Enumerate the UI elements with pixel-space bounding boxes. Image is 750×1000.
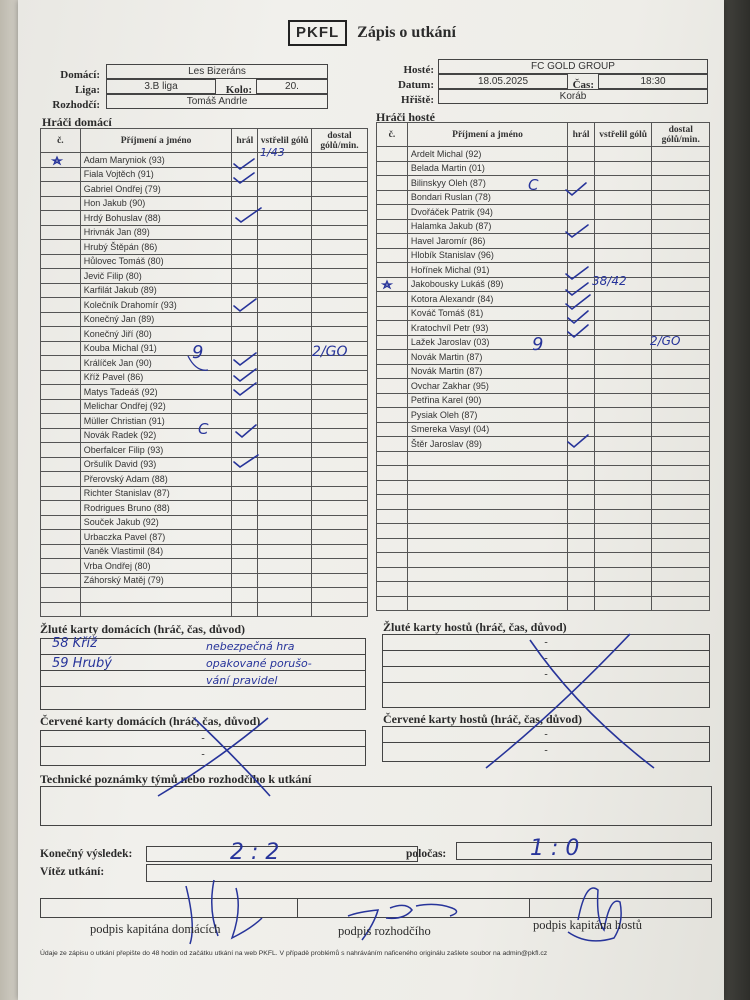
- round-field: 20.: [256, 79, 328, 94]
- away-goal-note: 38/42: [592, 274, 627, 288]
- player-name: Belada Martin (01): [407, 161, 567, 176]
- away-goal-note: 2/GO: [650, 334, 681, 348]
- time-field: 18:30: [598, 74, 708, 89]
- checkmark: [236, 425, 256, 437]
- player-name: Vaněk Vlastimil (84): [80, 544, 232, 559]
- played-checkmarks: [234, 159, 590, 467]
- player-name: Gabriel Ondřej (79): [80, 182, 232, 197]
- player-name: Matys Tadeáš (92): [80, 385, 232, 400]
- player-name: Ovchar Zakhar (95): [407, 379, 567, 394]
- col-conceded: dostal gólů/min.: [312, 129, 368, 153]
- yellow-home-reason: opakované porušo-: [206, 657, 312, 670]
- player-name: Ardelt Michal (92): [407, 147, 567, 162]
- home-goal-note: 9: [192, 342, 204, 363]
- card-row: -: [383, 651, 709, 667]
- col-number: č.: [41, 129, 81, 153]
- card-row: -: [544, 745, 548, 756]
- red-home-title: Červené karty domácích (hráč, čas, důvod): [40, 714, 261, 728]
- home-goal-note: 2/GO: [312, 344, 348, 360]
- col-scored: vstřelil gólů: [258, 129, 312, 153]
- player-name: Konečný Jiří (80): [80, 327, 232, 342]
- sign-away-label: podpis kapitána hostů: [533, 918, 643, 932]
- yellow-home-reason: vání pravidel: [206, 674, 278, 687]
- checkmark: [234, 455, 258, 467]
- player-name: Novák Martin (87): [407, 364, 567, 379]
- checkmark: [234, 299, 256, 311]
- checkmark: [568, 311, 588, 323]
- player-name: Hon Jakub (90): [80, 196, 232, 211]
- pitch-field: Koráb: [438, 89, 708, 104]
- col-scored: vstřelil gólů: [594, 123, 652, 147]
- yellow-home-entry: 58 Kříž: [52, 636, 97, 651]
- card-row: -: [383, 727, 709, 743]
- col-played: hrál: [232, 129, 258, 153]
- player-name: Halamka Jakub (87): [407, 219, 567, 234]
- player-name: Lažek Jaroslav (03): [407, 335, 567, 350]
- player-name: Přerovský Adam (88): [80, 472, 232, 487]
- checkmark: [236, 208, 261, 222]
- player-name: Konečný Jan (89): [80, 312, 232, 327]
- player-name: Müller Christian (91): [80, 414, 232, 429]
- player-name: Vrba Ondřej (80): [80, 559, 232, 574]
- away-goal-note: 9: [532, 334, 544, 355]
- round-label: Kolo:: [225, 84, 252, 96]
- checkmark: [234, 159, 254, 169]
- player-name: Rodrigues Bruno (88): [80, 501, 232, 516]
- final-result-label: Konečný výsledek:: [40, 848, 133, 860]
- winner-label: Vítěz utkání:: [40, 866, 105, 878]
- notes-title: Technické poznámky týmů nebo rozhodčího k utkání: [40, 772, 312, 786]
- time-label: Čas:: [572, 79, 594, 91]
- player-name: Novák Martin (87): [407, 350, 567, 365]
- home-goal-note: 1/43: [260, 146, 285, 159]
- player-name: Adam Maryniok (93): [80, 153, 232, 168]
- card-row: -: [201, 749, 205, 760]
- card-row: -: [383, 667, 709, 683]
- referee-field: Tomáš Andrle: [106, 94, 328, 109]
- player-name: Bondari Ruslan (78): [407, 190, 567, 205]
- player-name: Richter Stanislav (87): [80, 486, 232, 501]
- yellow-away-title: Žluté karty hostů (hráč, čas, důvod): [383, 620, 567, 634]
- match-report-sheet: [18, 0, 724, 1000]
- referee-label: Rozhodčí:: [52, 99, 100, 111]
- player-name: Havel Jaromír (86): [407, 234, 567, 249]
- checkmark: [566, 295, 590, 309]
- player-name: Štěr Jaroslav (89): [407, 437, 567, 452]
- player-name: Hlobík Stanislav (96): [407, 248, 567, 263]
- checkmark: [234, 369, 256, 381]
- player-name: Hrdý Bohuslav (88): [80, 211, 232, 226]
- card-row: -: [41, 731, 365, 747]
- yellow-home-entry: 59 Hrubý: [52, 656, 112, 671]
- player-name: Jakobousky Lukáš (89): [407, 277, 567, 292]
- checkmark: [566, 225, 588, 237]
- player-name: Hořínek Michal (91): [407, 263, 567, 278]
- away-team-field: FC GOLD GROUP: [438, 59, 708, 74]
- home-captain-mark: C: [198, 420, 209, 438]
- player-name: Kouba Michal (91): [80, 341, 232, 356]
- player-name: Kotora Alexandr (84): [407, 292, 567, 307]
- player-name: Souček Jakub (92): [80, 515, 232, 530]
- page-title: Zápis o utkání: [357, 24, 456, 41]
- col-name: Příjmení a jméno: [407, 123, 567, 147]
- final-result-value: 2 : 2: [230, 840, 280, 865]
- home-team-field: Les Bizeráns: [106, 64, 328, 79]
- yellow-home-reason: nebezpečná hra: [206, 640, 295, 653]
- date-label: Datum:: [397, 79, 434, 91]
- player-name: Karfilát Jakub (89): [80, 283, 232, 298]
- home-players-title: Hráči domácí: [42, 115, 112, 129]
- cross-out-mark: [158, 634, 654, 796]
- player-name: Oršulík David (93): [80, 457, 232, 472]
- strike-marks: [18, 600, 724, 820]
- away-players-title: Hráči hosté: [376, 110, 435, 124]
- player-name: Kříž Pavel (86): [80, 370, 232, 385]
- checkmark: [566, 283, 588, 295]
- league-label: Liga:: [74, 84, 100, 96]
- roster-ink-marks: [18, 0, 724, 620]
- player-name: Oberfalcer Filip (93): [80, 443, 232, 458]
- player-name: Urbaczka Pavel (87): [80, 530, 232, 545]
- player-name: Kratochvíl Petr (93): [407, 321, 567, 336]
- home-team-label: Domácí:: [60, 69, 100, 81]
- player-name: Králíček Jan (90): [80, 356, 232, 371]
- checkmark: [568, 435, 588, 447]
- yellow-home-title: Žluté karty domácích (hráč, čas, důvod): [40, 622, 245, 636]
- player-name: Melichar Ondřej (92): [80, 399, 232, 414]
- away-captain-mark: C: [528, 176, 539, 194]
- star-icon: [53, 157, 391, 288]
- player-name: Smereka Vasyl (04): [407, 422, 567, 437]
- league-field: 3.B liga: [106, 79, 216, 94]
- player-name: Petřina Karel (90): [407, 393, 567, 408]
- footer-note: Údaje ze zápisu o utkání přepište do 48 hodin od začátku utkání na web PKFL. V případě problémů s nahráváním naficeného originálu zašlete soubor na admin@pkfl.cz: [40, 950, 548, 957]
- checkmark: [566, 183, 586, 195]
- player-name: Dvořáček Patrik (94): [407, 205, 567, 220]
- sign-referee-label: podpis rozhodčího: [338, 924, 431, 938]
- pitch-label: Hřiště:: [401, 94, 434, 106]
- player-name: Hrubý Štěpán (86): [80, 240, 232, 255]
- player-name: Kováč Tomáš (81): [407, 306, 567, 321]
- half-time-value: 1 : 0: [530, 836, 580, 861]
- sign-home-label: podpis kapitána domácích: [90, 922, 221, 936]
- player-name: Kolečník Drahomír (93): [80, 298, 232, 313]
- checkmark: [234, 383, 256, 395]
- checkmark: [566, 267, 588, 279]
- checkmark: [234, 173, 254, 183]
- player-name: Hůlovec Tomáš (80): [80, 254, 232, 269]
- date-field: 18.05.2025: [438, 74, 568, 89]
- checkmark: [568, 325, 588, 337]
- col-played: hrál: [568, 123, 595, 147]
- red-away-title: Červené karty hostů (hráč, čas, důvod): [383, 712, 582, 726]
- player-name: Hrivnák Jan (89): [80, 225, 232, 240]
- player-name: Záhorský Matěj (79): [80, 573, 232, 588]
- half-time-label: poločas:: [406, 848, 447, 860]
- card-row: -: [383, 635, 709, 651]
- col-conceded: dostal gólů/min.: [652, 123, 710, 147]
- player-name: Novák Radek (92): [80, 428, 232, 443]
- col-number: č.: [377, 123, 408, 147]
- half-time-field: [456, 842, 712, 860]
- away-team-label: Hosté:: [403, 64, 434, 76]
- player-name: Jevič Filip (80): [80, 269, 232, 284]
- pkfl-logo: PKFL: [288, 20, 347, 46]
- player-name: Pysiak Oleh (87): [407, 408, 567, 423]
- player-name: Bilinskyy Oleh (87): [407, 176, 567, 191]
- col-name: Příjmení a jméno: [80, 129, 232, 153]
- checkmark: [234, 353, 256, 365]
- player-name: Fiala Vojtěch (91): [80, 167, 232, 182]
